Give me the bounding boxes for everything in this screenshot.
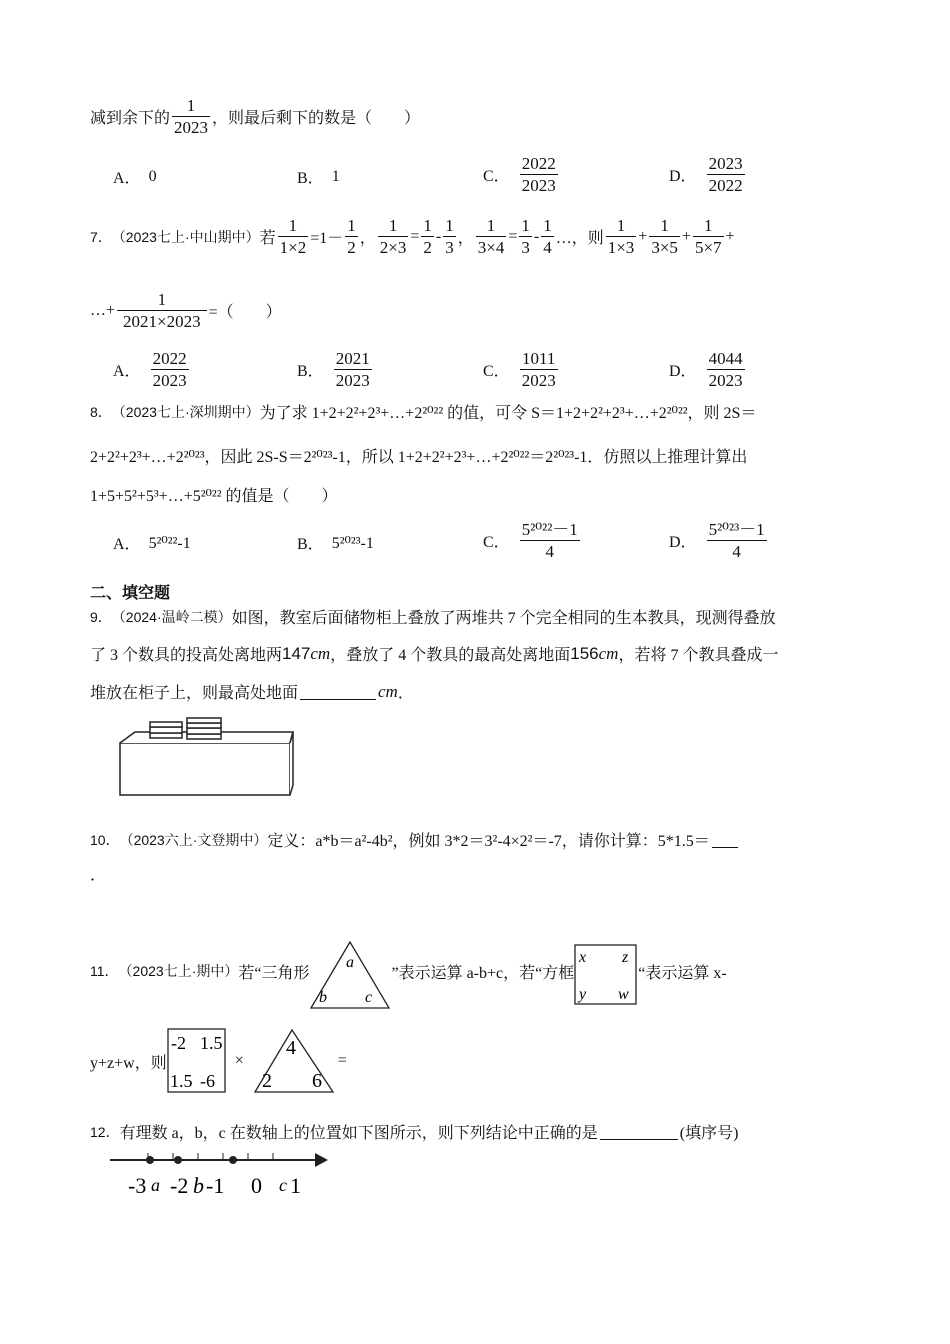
- text: =: [337, 1052, 347, 1069]
- point-a: [146, 1156, 154, 1164]
- text: C．: [483, 168, 510, 185]
- text: 6: [311, 1070, 322, 1092]
- text: 若: [259, 230, 276, 247]
- text: [120, 743, 290, 795]
- fraction-denominator: 3: [445, 238, 454, 257]
- fraction-denominator: 4: [543, 238, 552, 257]
- fraction-denominator: 2023: [335, 371, 370, 390]
- text: +: [638, 227, 648, 245]
- box-figure: [574, 944, 638, 1006]
- point-c: [229, 1156, 237, 1164]
- text: 7．: [90, 228, 112, 245]
- q8-stem-line1: [90, 400, 756, 423]
- q7-stem-cont: [90, 289, 282, 332]
- q6-option-c[interactable]: [483, 153, 560, 196]
- fraction: [443, 215, 456, 258]
- fraction: [520, 153, 558, 196]
- text: 2: [261, 1070, 272, 1092]
- text: （2024·温岭二模）: [111, 608, 232, 625]
- q11-stem-cont: [90, 1028, 347, 1094]
- fraction-denominator: 2023: [708, 371, 743, 390]
- fraction: [649, 215, 680, 258]
- text: -: [533, 227, 540, 245]
- text: c: [279, 1175, 287, 1195]
- point-b: [174, 1156, 182, 1164]
- q6-option-d[interactable]: [669, 153, 747, 196]
- text: 9．: [90, 608, 112, 625]
- fraction: [707, 153, 745, 196]
- fraction: [378, 215, 409, 258]
- text: 1: [290, 1173, 301, 1198]
- q7-option-d[interactable]: [669, 348, 747, 391]
- text: a: [346, 954, 355, 971]
- q7-option-a[interactable]: [113, 348, 191, 391]
- text: +: [681, 227, 691, 245]
- text: -2: [170, 1033, 186, 1053]
- q6-stem: [90, 95, 420, 138]
- text: A．: [113, 170, 141, 187]
- fraction-numerator: 2022: [152, 349, 187, 368]
- text: C．: [483, 363, 510, 380]
- text: y+z+w，则: [90, 1054, 167, 1072]
- text: 5²⁰²²-1: [148, 534, 191, 552]
- text: =（ ）: [208, 304, 282, 321]
- text: z: [622, 949, 629, 966]
- text: ，若将 7 个教具叠成一: [618, 647, 779, 664]
- text: -6: [199, 1071, 215, 1091]
- fraction-numerator: 1: [704, 216, 713, 235]
- q9-stem-line1: [90, 605, 776, 628]
- box-figure-values: [167, 1028, 227, 1094]
- q12-stem: [90, 1120, 738, 1143]
- q6-option-b[interactable]: [297, 165, 340, 188]
- text: +: [725, 227, 735, 245]
- text: b: [193, 1173, 204, 1198]
- text: ，: [457, 230, 474, 247]
- text: D．: [669, 534, 697, 551]
- fraction-denominator: 2×3: [379, 238, 407, 257]
- q11-stem: [90, 930, 727, 1012]
- q9-stem-line2: [90, 642, 778, 665]
- fraction-numerator: 1: [388, 216, 398, 235]
- fraction-numerator: 5²⁰²³－1: [708, 520, 765, 539]
- text: [120, 718, 293, 795]
- triangle-figure-values: [254, 1028, 336, 1094]
- text: [128, 1173, 301, 1198]
- cabinet-figure: [115, 715, 297, 801]
- q8-option-c[interactable]: [483, 519, 582, 562]
- fraction-denominator: 2: [423, 238, 432, 257]
- fraction: [476, 215, 507, 258]
- text: 1.5: [199, 1033, 223, 1053]
- text: =: [410, 227, 420, 245]
- text: 12．: [90, 1123, 120, 1140]
- fraction-denominator: 2022: [708, 176, 743, 195]
- fraction-numerator: 1: [445, 216, 454, 235]
- text: B．: [297, 170, 324, 187]
- fraction: [421, 215, 434, 258]
- q8-option-d[interactable]: [669, 519, 769, 562]
- text: cm: [378, 681, 398, 701]
- fraction-denominator: 2023: [521, 371, 556, 390]
- fraction-numerator: 1: [486, 216, 496, 235]
- fraction-numerator: 4044: [708, 349, 743, 368]
- text: A．: [113, 363, 141, 380]
- q7-option-b[interactable]: [297, 348, 374, 391]
- fraction: [151, 348, 189, 391]
- fraction: [117, 289, 207, 332]
- text: ，则最后剩下的数是（ ）: [212, 110, 421, 127]
- fraction-denominator: 3: [521, 238, 530, 257]
- fraction-denominator: 1×3: [607, 238, 635, 257]
- text: [148, 1153, 273, 1160]
- fraction-denominator: 2023: [174, 118, 209, 137]
- fraction: [693, 215, 724, 258]
- q8-option-b[interactable]: [297, 531, 374, 554]
- answer-blank[interactable]: [600, 1123, 678, 1140]
- text: 1: [331, 167, 340, 185]
- text: b: [319, 989, 328, 1006]
- text: 定义：a*b＝a²-4b²，例如 3*2＝3²-4×2²＝-7，请你计算：5*1.5＝: [267, 833, 710, 850]
- text: =: [508, 227, 518, 245]
- fraction: [345, 215, 358, 258]
- text: （2023七上·中山期中）: [111, 228, 260, 245]
- q9-stem-line3: [90, 680, 414, 703]
- text: 1+5+5²+5³+…+5²⁰²² 的值是（ ）: [90, 488, 338, 505]
- fraction-denominator: 1×2: [279, 238, 307, 257]
- fraction-numerator: 2021: [335, 349, 370, 368]
- text: 为了求 1+2+2²+2³+…+2²⁰²² 的值，可令 S＝1+2+2²+2³+…+2²⁰²²，则 2S＝: [259, 405, 757, 422]
- q10-dot: ．: [90, 867, 107, 884]
- fraction-numerator: 1011: [522, 349, 556, 368]
- fraction-denominator: 4: [520, 540, 580, 562]
- triangle-figure: [309, 940, 391, 1012]
- text: y: [579, 986, 587, 1003]
- fraction-numerator: 1: [521, 216, 530, 235]
- text: 有理数 a，b，c 在数轴上的位置如下图所示，则下列结论中正确的是: [119, 1125, 598, 1142]
- fraction-denominator: 2: [347, 238, 356, 257]
- fraction: [707, 348, 745, 391]
- answer-blank[interactable]: [712, 831, 738, 848]
- q10-stem: [90, 828, 740, 851]
- fraction: [541, 215, 554, 258]
- fraction: [334, 348, 372, 391]
- text: （2023六上·文登期中）: [119, 831, 268, 848]
- text: A．: [113, 536, 141, 553]
- text: [187, 728, 221, 734]
- text: ，: [359, 230, 376, 247]
- text: [187, 718, 221, 723]
- text: D．: [669, 363, 697, 380]
- text: …+: [90, 301, 116, 319]
- text: 4: [285, 1037, 296, 1059]
- text: -2: [170, 1173, 189, 1198]
- fraction: [278, 215, 309, 258]
- text: （2023七上·期中）: [118, 963, 239, 979]
- text: D．: [669, 168, 697, 185]
- text: 10．: [90, 831, 120, 848]
- text: ．: [397, 685, 414, 702]
- text: ”表示运算 a-b+c，若“方框: [391, 964, 575, 982]
- fraction: [520, 519, 580, 562]
- fraction-numerator: 1: [660, 216, 669, 235]
- text: “表示运算 x-: [638, 964, 727, 982]
- text: ×: [234, 1052, 244, 1069]
- fraction-numerator: 1: [347, 216, 356, 235]
- text: 2+2²+2³+…+2²⁰²³，因此 2S-S＝2²⁰²³-1，所以 1+2+2²+2³+…+2²⁰²²＝2²⁰²³-1．仿照以上推理计算出: [90, 449, 748, 466]
- text: 减到余下的: [90, 110, 171, 127]
- text: (填序号): [679, 1125, 739, 1142]
- text: [290, 732, 293, 795]
- q8-option-a[interactable]: [113, 531, 191, 554]
- text: cm: [310, 643, 331, 663]
- fraction-numerator: 1: [616, 216, 626, 235]
- text: …，则: [555, 230, 604, 247]
- text: -: [435, 227, 442, 245]
- text: c: [365, 989, 373, 1006]
- text: 堆放在柜子上，则最高处地面: [90, 685, 299, 702]
- fraction: [172, 95, 210, 138]
- q7-stem: [90, 215, 735, 258]
- section-heading-fill-in: 二、填空题: [90, 583, 171, 602]
- text: 11．: [90, 963, 119, 979]
- fraction: [606, 215, 637, 258]
- text: x: [579, 949, 587, 966]
- fraction-denominator: 2021×2023: [117, 310, 207, 332]
- fraction-denominator: 2023: [152, 371, 187, 390]
- fraction-numerator: 2023: [708, 154, 743, 173]
- text: cm: [598, 643, 619, 663]
- text: 156: [570, 643, 599, 663]
- text: =1－: [310, 230, 344, 247]
- text: -3: [128, 1173, 147, 1198]
- text: 1.5: [169, 1071, 193, 1091]
- fraction-numerator: 5²⁰²²－1: [521, 520, 578, 539]
- fraction: [520, 348, 558, 391]
- fraction: [707, 519, 767, 562]
- text: 若“三角形: [238, 964, 310, 982]
- text: 5²⁰²³-1: [331, 534, 374, 552]
- fraction-denominator: 4: [707, 540, 767, 562]
- number-line: [108, 1148, 333, 1198]
- fraction-numerator: 1: [186, 96, 196, 115]
- text: B．: [297, 536, 324, 553]
- fraction-numerator: 1: [543, 216, 552, 235]
- fraction-denominator: 3×5: [651, 238, 678, 257]
- fraction-denominator: 5×7: [694, 238, 722, 257]
- text: [315, 1153, 328, 1167]
- text: 147: [282, 643, 311, 663]
- text: 如图，教室后面储物柜上叠放了两堆共 7 个完全相同的生本教具，现测得叠放: [231, 610, 776, 627]
- q6-option-a[interactable]: [113, 165, 157, 188]
- text: 0: [251, 1173, 262, 1198]
- text: [150, 727, 182, 733]
- fraction-denominator: 3×4: [477, 238, 505, 257]
- text: a: [151, 1175, 160, 1195]
- text: B．: [297, 363, 324, 380]
- fraction-numerator: 1: [157, 290, 167, 309]
- fraction-numerator: 1: [423, 216, 432, 235]
- text: 8．: [90, 403, 112, 420]
- answer-blank[interactable]: [300, 683, 376, 700]
- text: 了 3 个数具的投高处离地两: [90, 647, 283, 664]
- fraction-numerator: 1: [288, 216, 298, 235]
- fraction: [519, 215, 532, 258]
- text: -1: [206, 1173, 225, 1198]
- text: （2023七上·深圳期中）: [111, 403, 260, 420]
- text: w: [618, 986, 629, 1003]
- text: [150, 722, 182, 727]
- q8-stem-line3: [90, 483, 338, 506]
- q7-option-c[interactable]: [483, 348, 560, 391]
- fraction-denominator: 2023: [521, 176, 556, 195]
- q8-stem-line2: [90, 444, 747, 467]
- text: 0: [148, 167, 157, 185]
- fraction-numerator: 2022: [521, 154, 556, 173]
- text: ，叠放了 4 个教具的最高处离地面: [330, 647, 571, 664]
- text: C．: [483, 534, 510, 551]
